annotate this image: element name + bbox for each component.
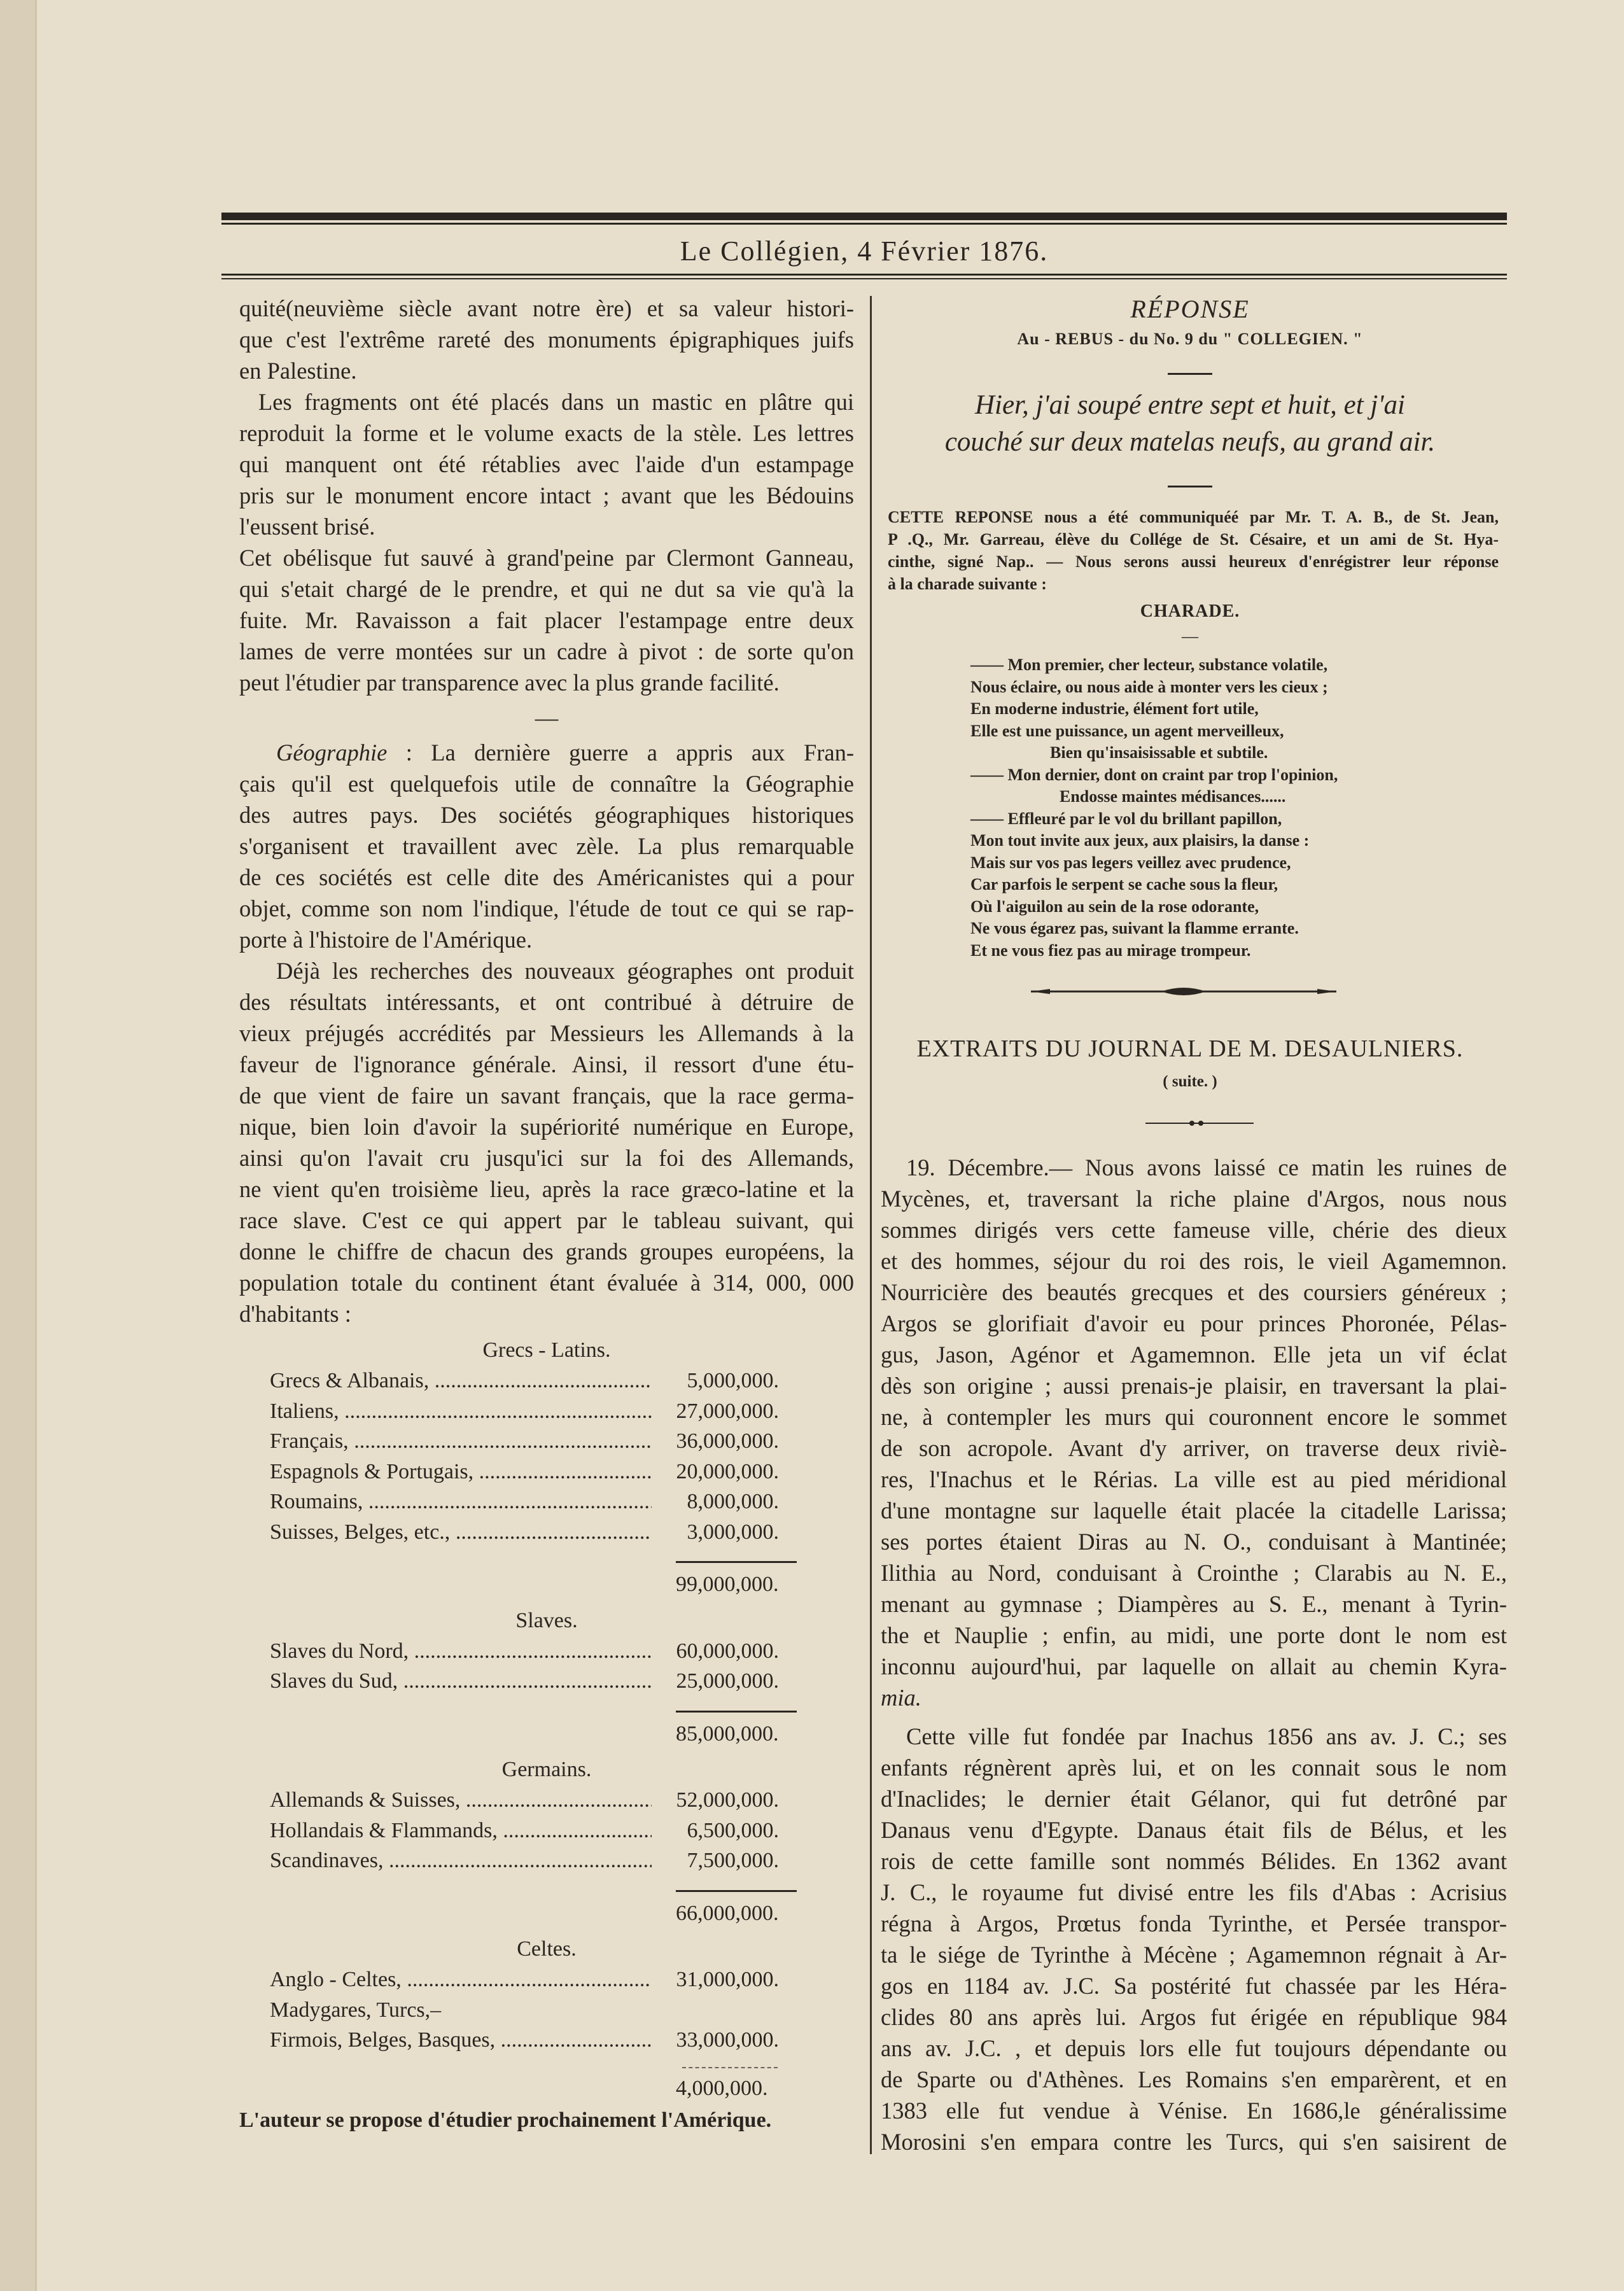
row-name: Anglo - Celtes, ..... — [270, 1965, 652, 1995]
text-line: menant au gymnase ; Diampères au S. E., menant à Tyrin- — [881, 1591, 1507, 1617]
group-heading: Slaves. — [515, 1608, 578, 1632]
poem-line: Car parfois le serpent se cache sous la fleur, — [970, 875, 1278, 893]
text-line: 19. Décembre.— Nous avons laissé ce matin les ruines de — [906, 1154, 1507, 1181]
group-germains — [239, 1754, 854, 1928]
text-line: d'Inaclides; le dernier était Gélanor, qui fut detrôné par — [881, 1786, 1507, 1812]
row-value: 5,000,000. — [652, 1366, 779, 1396]
masthead-top-rule — [221, 213, 1507, 220]
group-celtes — [239, 1933, 854, 2103]
total-value: 4,000,000. — [676, 2076, 768, 2100]
ornamental-divider — [1025, 985, 1343, 998]
text-line: Mycènes, et, traversant la riche plaine d'Argos, nous nous — [881, 1186, 1507, 1212]
group-heading: Germains. — [501, 1758, 592, 1781]
row-value: 7,500,000. — [652, 1846, 779, 1876]
row-value: 31,000,000. — [652, 1965, 779, 1995]
paragraph-geographie — [239, 737, 854, 955]
poem-line: Et ne vous fiez pas au mirage trompeur. — [970, 941, 1251, 960]
page-left-shadow — [0, 0, 35, 2291]
row-value: 6,500,000. — [652, 1816, 779, 1846]
group-greco-latin — [239, 1335, 854, 1600]
geographie-label: Géographie — [276, 739, 388, 766]
poem-line: Mon tout invite aux jeux, aux plaisirs, la danse : — [970, 831, 1310, 850]
masthead-top-rule-thin — [221, 223, 1507, 225]
text-line: ta le siége de Tyrinthe à Mécène ; Agamemnon régnait à Ar- — [881, 1942, 1507, 1968]
text-line: Ilithia au Nord, conduisant à Crointhe ; Clarabis au N. E., — [881, 1560, 1507, 1586]
text-line: ne, à contempler les murs qui couronnent encore le sommet — [881, 1404, 1507, 1430]
text-line: qui s'etait chargé de le prendre, et qui ne dut sa vie qu'à la — [239, 576, 854, 602]
poem-line: Ne vous égarez pas, suivant la flamme errante. — [970, 919, 1299, 937]
text-line: mia. — [881, 1685, 921, 1711]
text-line: porte à l'histoire de l'Amérique. — [239, 927, 533, 953]
group-slaves — [239, 1605, 854, 1749]
table-row — [270, 1366, 779, 1396]
text-line: Argos se glorifiait d'avoir eu pour princes Phoronée, Pélas- — [881, 1310, 1507, 1336]
text-line: 1383 elle fut vendue à Vénise. En 1686,le généralissime — [881, 2098, 1507, 2124]
text-line: qui manquent ont été rétablies avec l'aide d'un estampage — [239, 451, 854, 477]
row-name: Roumains, ..... — [270, 1487, 652, 1517]
text-line: Danaus venu d'Egypte. Danaus était fils de Bélus, et les — [881, 1817, 1507, 1843]
text-line: donne le chiffre de chacun des grands groupes européens, la — [239, 1238, 854, 1265]
text-line: the et Nauplie ; enfin, au midi, une porte dont le nom est — [881, 1622, 1507, 1648]
table-row — [270, 1666, 779, 1697]
poem-line: —— Effleuré par le vol du brillant papillon, — [970, 809, 1282, 828]
row-name: Suisses, Belges, etc., ..... — [270, 1517, 652, 1548]
text-line: de son acropole. Avant d'y arriver, on traverse deux riviè- — [881, 1435, 1507, 1461]
text-line: pris sur le monument encore intact ; avant que les Bédouins — [239, 482, 854, 508]
group-total: 85,000,000. — [676, 1711, 797, 1749]
text-line: ses portes étaient Diras au N. O., conduisant à Mantinée; — [881, 1529, 1507, 1555]
text-line: objet, comme son nom l'indique, l'étude de tout ce qui se rap- — [239, 895, 854, 921]
reponse-subtitle: Au - REBUS - du No. 9 du " COLLEGIEN. " — [1017, 330, 1363, 348]
text-line: l'eussent brisé. — [239, 514, 375, 540]
text-line: Cette ville fut fondée par Inachus 1856 ans av. J. C.; ses — [906, 1723, 1507, 1749]
group-heading: Celtes. — [517, 1937, 577, 1961]
poem-line: Elle est une puissance, un agent merveilleux, — [970, 721, 1284, 740]
paragraph-obelisk — [239, 542, 854, 698]
extraits-suite: ( suite. ) — [1163, 1073, 1217, 1090]
section-dash: — — [535, 704, 559, 731]
rebus-answer-line: Hier, j'ai soupé entre sept et huit, et j'ai — [974, 390, 1406, 420]
text-line: peut l'étudier par transparence avec la plus grande facilité. — [239, 669, 780, 696]
text-line: d'une montagne sur laquelle était placée la citadelle Larissa; — [881, 1497, 1507, 1524]
rebus-answer — [872, 387, 1508, 461]
row-value: 8,000,000. — [652, 1487, 779, 1517]
table-row — [270, 1816, 779, 1846]
text-line: CETTE REPONSE nous a été communiquéé par Mr. T. A. B., de St. Jean, — [888, 508, 1499, 526]
text-line: population totale du continent étant évaluée à 314, 000, 000 — [239, 1270, 854, 1296]
text-line: Nourricière des beautés grecques et des coursiers généreux ; — [881, 1279, 1507, 1305]
geographie-first-line: : La dernière guerre a appris aux Fran- — [405, 739, 855, 766]
text-line: ne vient qu'en troisième lieu, après la race græco-latine et la — [239, 1176, 854, 1202]
group-total: 99,000,000. — [676, 1561, 797, 1600]
text-line: rois de cette famille sont nommés Bélides. En 1362 avant — [881, 1848, 1507, 1874]
charade-title: CHARADE. — [1140, 601, 1240, 621]
text-line: Les fragments ont été placés dans un mastic en plâtre qui — [258, 389, 854, 415]
row-name: Espagnols & Portugais, ..... — [270, 1457, 652, 1487]
row-value: 33,000,000. — [652, 2025, 779, 2056]
row-name: Scandinaves, ..... — [270, 1846, 652, 1876]
rebus-answer-line: couché sur deux matelas neufs, au grand air. — [944, 427, 1436, 457]
row-value: 60,000,000. — [652, 1636, 779, 1667]
text-line: clides 80 ans après lui. Argos fut érigée en république 984 — [881, 2004, 1507, 2030]
row-value: 3,000,000. — [652, 1517, 779, 1548]
text-line: en Palestine. — [239, 358, 357, 384]
group-heading: Grecs - Latins. — [482, 1338, 611, 1362]
text-line: Déjà les recherches des nouveaux géographes ont produit — [276, 958, 854, 984]
text-line: s'organisent et travaillent avec zèle. La plus remarquable — [239, 833, 854, 859]
text-line: cinthe, signé Nap.. — Nous serons aussi heureux d'enrégistrer leur réponse — [888, 552, 1499, 571]
row-name: Hollandais & Flammands, ..... — [270, 1816, 652, 1846]
paragraph-moabite-stone-end — [239, 293, 854, 386]
poem-line: Bien qu'insaisissable et subtile. — [1050, 743, 1268, 762]
total-dotted-rule — [682, 2067, 778, 2068]
table-row — [270, 1426, 779, 1457]
row-value: 20,000,000. — [652, 1457, 779, 1487]
text-line — [239, 737, 854, 768]
left-column — [239, 293, 854, 2136]
row-name: Slaves du Sud, ..... — [270, 1666, 652, 1697]
text-line: res, l'Inachus et le Rérias. La ville est au pied méridional — [881, 1466, 1507, 1492]
row-value: 25,000,000. — [652, 1666, 779, 1697]
journal-paragraph — [881, 1721, 1507, 2157]
table-row — [270, 1396, 779, 1427]
column-divider — [870, 296, 872, 2154]
row-value: 52,000,000. — [652, 1785, 779, 1816]
text-line: J. C., le royaume fut divisé entre les fils d'Abas : Acrisius — [881, 1879, 1507, 1905]
row-name: Grecs & Albanais, ..... — [270, 1366, 652, 1396]
poem-line: Mais sur vos pas legers veillez avec prudence, — [970, 853, 1291, 872]
row-name: Firmois, Belges, Basques, ..... — [270, 2025, 652, 2056]
text-line: lames de verre montées sur un cadre à pivot : de sorte qu'on — [239, 638, 854, 664]
text-line: gus, Jason, Agénor et Agamemnon. Elle jeta un vif éclat — [881, 1342, 1507, 1368]
charade-poem — [970, 654, 1338, 962]
text-line: à la charade suivante : — [888, 575, 1047, 593]
group-total: 66,000,000. — [676, 1890, 797, 1929]
text-line: de Sparte ou d'Athènes. Les Romains s'en emparèrent, et en — [881, 2066, 1507, 2092]
text-line: P .Q., Mr. Garreau, élève du Collége de St. Césaire, et un ami de St. Hya- — [888, 530, 1499, 549]
text-line: çais qu'il est quelquefois utile de connaître la Géographie — [239, 771, 854, 797]
table-row — [270, 2025, 779, 2056]
table-row — [270, 1965, 779, 1995]
paragraph-fragments — [239, 386, 854, 542]
small-ornamental-divider — [1142, 1119, 1257, 1128]
row-value: 27,000,000. — [652, 1396, 779, 1427]
group-total — [676, 2061, 797, 2104]
table-row — [270, 1517, 779, 1548]
extraits-title: EXTRAITS DU JOURNAL DE M. DESAULNIERS. — [916, 1035, 1464, 1062]
poem-line: Où l'aiguilon au sein de la rose odorante, — [970, 897, 1259, 916]
paragraph-recherches — [239, 955, 854, 1329]
row-name: Italiens, ..... — [270, 1396, 652, 1427]
text-line: d'habitants : — [239, 1301, 351, 1327]
masthead-bottom-rule — [221, 274, 1507, 276]
short-rule — [1168, 486, 1212, 487]
short-rule — [1168, 373, 1212, 375]
text-line: gos en 1184 av. J.C. Sa postérité fut chassée par les Héra- — [881, 1973, 1507, 1999]
reponse-title: RÉPONSE — [1130, 295, 1250, 323]
poem-line: —— Mon dernier, dont on craint par trop l'opinion, — [970, 765, 1338, 784]
poem-line: Nous éclaire, ou nous aide à monter vers les cieux ; — [970, 677, 1328, 696]
text-line: quité(neuvième siècle avant notre ère) et sa valeur histori- — [239, 295, 854, 321]
text-line: reproduit la forme et le volume exacts de la stèle. Les lettres — [239, 420, 854, 446]
row-name: Français, ..... — [270, 1426, 652, 1457]
charade-dash: — — [1182, 627, 1198, 645]
text-line: vieux préjugés accrédités par Messieurs les Allemands à la — [239, 1020, 854, 1046]
row-value: 36,000,000. — [652, 1426, 779, 1457]
population-table — [239, 1335, 854, 2103]
poem-line: —— Mon premier, cher lecteur, substance volatile, — [970, 655, 1328, 674]
text-line: de que vient de faire un savant français, que la race germa- — [239, 1082, 854, 1109]
text-line: enfants régnèrent après lui, et on les connait sous le nom — [881, 1755, 1507, 1781]
table-row — [270, 1846, 779, 1876]
table-row — [270, 1457, 779, 1487]
text-line: et des hommes, séjour du roi des rois, le vieil Agamemnon. — [881, 1248, 1507, 1274]
table-row — [270, 1487, 779, 1517]
poem-line: Endosse maintes médisances...... — [1060, 787, 1286, 806]
text-line: régna à Argos, Prœtus fonda Tyrinthe, et Persée transpor- — [881, 1910, 1507, 1937]
text-line: race slave. C'est ce qui appert par le tableau suivant, qui — [239, 1207, 854, 1233]
text-line: nique, bien loin d'avoir la supériorité numérique en Europe, — [239, 1114, 854, 1140]
reponse-intro — [888, 506, 1499, 595]
masthead: Le Collégien, 4 Février 1876. — [680, 235, 1049, 267]
text-line: que c'est l'extrême rareté des monuments épigraphiques juifs — [239, 326, 854, 353]
masthead-bottom-rule-thin — [221, 278, 1507, 279]
text-line: ans av. J.C. , et depuis lors elle fut toujours dépendante ou — [881, 2035, 1507, 2061]
table-row — [270, 1785, 779, 1816]
text-line: sommes dirigés vers cette fameuse ville, chérie des dieux — [881, 1217, 1507, 1243]
text-line: des autres pays. Des sociétés géographiques historiques — [239, 802, 854, 828]
text-line: Cet obélisque fut sauvé à grand'peine par Clermont Ganneau, — [239, 545, 854, 571]
row-name: Slaves du Nord, ..... — [270, 1636, 652, 1667]
text-line: fuite. Mr. Ravaisson a fait placer l'estampage entre deux — [239, 607, 854, 633]
row-name: Allemands & Suisses, ..... — [270, 1785, 652, 1816]
text-line: inconnu aujourd'hui, par laquelle on allait au chemin Kyra- — [881, 1653, 1507, 1679]
text-line: Morosini s'en empara contre les Turcs, qui s'en saisirent de — [881, 2129, 1507, 2155]
table-row: Madygares, Turcs,– — [270, 1998, 442, 2022]
journal-paragraph — [881, 1152, 1507, 1713]
poem-line: En moderne industrie, élément fort utile, — [970, 699, 1259, 718]
text-line: des résultats intéressants, et ont contribué à détruire de — [239, 989, 854, 1015]
closing-sentence: L'auteur se propose d'étudier prochainement l'Amérique. — [239, 2108, 772, 2132]
text-line: ainsi qu'on l'avait cru jusqu'ici sur la foi des Allemands, — [239, 1145, 854, 1171]
text-line: de ces sociétés est celle dite des Américanistes qui a pour — [239, 864, 854, 890]
text-line: faveur de l'ignorance générale. Ainsi, il ressort d'une étu- — [239, 1051, 854, 1077]
table-row — [270, 1636, 779, 1667]
text-line: dès son origine ; aussi prenais-je plaisir, en traversant la plai- — [881, 1373, 1507, 1399]
journal-column — [881, 1152, 1507, 2157]
page-left-edge — [35, 0, 37, 2291]
